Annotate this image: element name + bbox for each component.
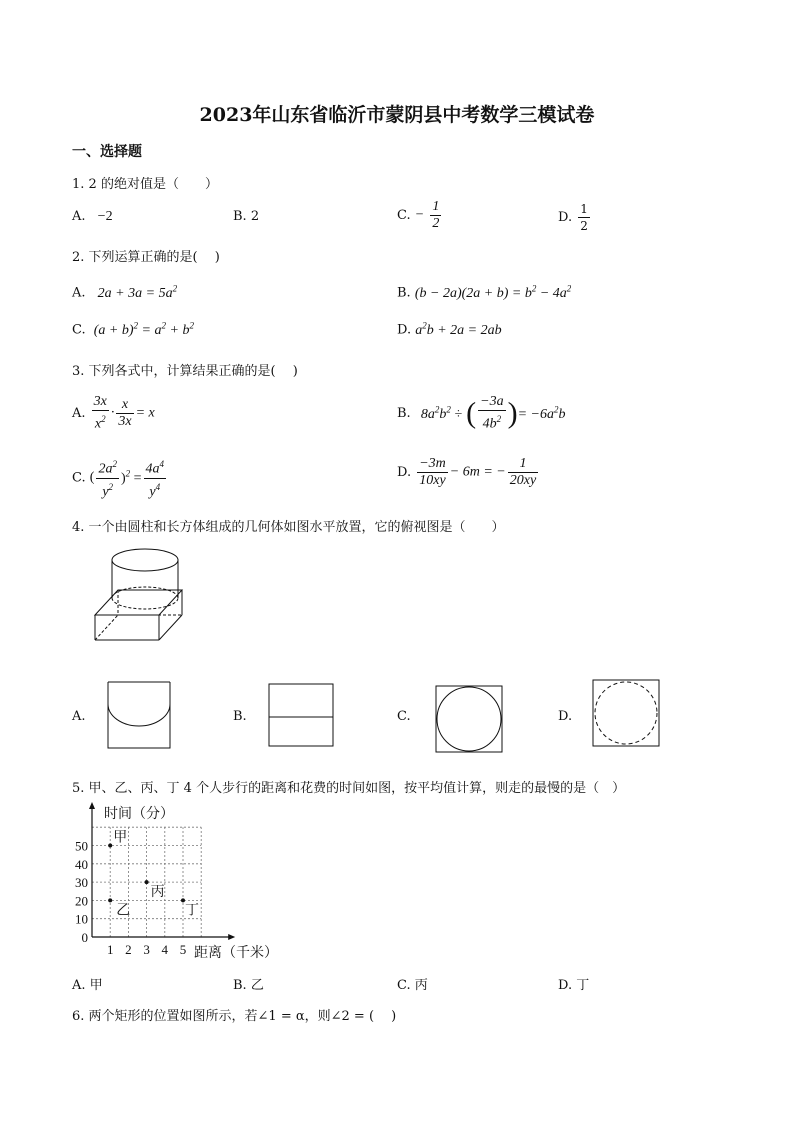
chart-points xyxy=(108,830,199,919)
math-expression: $2a + 3a = 5a^2$ xyxy=(97,283,178,301)
denominator: 2 xyxy=(432,216,440,231)
question-1-stem: 1. 2 的绝对值是（ ） xyxy=(72,177,218,192)
q1-option-d[interactable] xyxy=(558,201,592,234)
y-tick-label: 10 xyxy=(75,911,88,927)
math-fraction: $\frac{4a^4}{y^4}$ xyxy=(144,456,167,500)
data-point-label: 丁 xyxy=(185,902,199,919)
minus-sign: − xyxy=(414,207,425,223)
option-label: A. xyxy=(72,209,86,224)
q4-option-d-label[interactable]: D. xyxy=(558,709,573,724)
q3-option-d[interactable]: D. $\frac{-3m}{10xy}$ − 6m = − $\frac{1}{20xy}$ xyxy=(397,456,537,488)
q3-option-a[interactable]: A. $\frac{3x}{x^2}$ · $\frac{x}{3x}$ = x xyxy=(72,394,155,432)
math-fraction: $\frac{x}{3x}$ xyxy=(118,396,132,429)
option-label: D. xyxy=(397,465,412,480)
option-value: 2 xyxy=(250,209,260,224)
y-axis-arrow xyxy=(89,802,95,809)
question-6-stem: 6. 两个矩形的位置如图所示，若∠1 = α，则∠2 = ( ) xyxy=(72,1009,397,1024)
x-tick-label: 2 xyxy=(125,942,132,957)
question-2-stem: 2. 下列运算正确的是( ) xyxy=(72,250,220,265)
q5-option-a[interactable]: A. 甲 xyxy=(72,978,103,993)
q1-option-c[interactable] xyxy=(397,199,443,232)
q3-option-b[interactable]: B. $8a^2b^2$ ÷ ( $\frac{-3a}{4b^2}$ )= $-6a^2b$ xyxy=(397,394,566,432)
distance-time-chart xyxy=(64,800,294,970)
y-tick-label: 50 xyxy=(75,838,88,854)
q4-option-a-label[interactable]: A. xyxy=(72,709,86,724)
solid-figure xyxy=(90,545,190,645)
section-heading: 一、选择题 xyxy=(72,144,142,160)
page-title: 2023年山东省临沂市蒙阴县中考数学三模试卷 xyxy=(199,104,595,126)
q1-option-a[interactable] xyxy=(72,209,113,225)
question-4-stem: 4. 一个由圆柱和长方体组成的几何体如图水平放置，它的俯视图是（ ） xyxy=(72,520,505,535)
x-axis-arrow xyxy=(228,934,235,940)
data-point-label: 丙 xyxy=(150,884,165,901)
question-5-stem: 5. 甲、乙、丙、丁 4 个人步行的距离和花费的时间如图，按平均值计算，则走的最慢的是（ ） xyxy=(72,781,626,796)
q2-option-d[interactable] xyxy=(397,320,502,339)
option-value: −2 xyxy=(97,209,113,224)
y-tick-label: 0 xyxy=(81,930,88,945)
x-tick-label: 3 xyxy=(143,942,150,957)
y-tick-label: 40 xyxy=(75,856,88,872)
q5-option-b[interactable]: B. 乙 xyxy=(233,978,264,993)
q4-option-c-label[interactable]: C. xyxy=(397,709,411,724)
data-point-label: 甲 xyxy=(113,829,128,846)
option-label: D. xyxy=(397,322,412,338)
math-expression: $(b - 2a)(2a + b) = b^2 - 4a^2$ xyxy=(414,283,572,301)
chart-axes xyxy=(89,802,235,940)
x-tick-label: 5 xyxy=(179,942,187,957)
math-expression: $(a + b)^2 = a^2 + b^2$ xyxy=(93,320,194,338)
math-fraction: $\frac{1}{20xy}$ xyxy=(509,456,537,488)
x-axis-label: 距离（千米） xyxy=(194,945,278,961)
denominator: 2 xyxy=(580,219,588,233)
question-3-stem: 3. 下列各式中，计算结果正确的是( ) xyxy=(72,364,298,379)
data-point xyxy=(145,880,149,884)
q2-option-b[interactable] xyxy=(397,283,571,302)
q5-option-c[interactable]: C. 丙 xyxy=(397,978,428,993)
x-tick-label: 4 xyxy=(161,942,169,957)
y-tick-label: 30 xyxy=(75,875,88,891)
option-label: C. xyxy=(72,322,86,338)
q4-option-c-figure[interactable] xyxy=(436,686,504,754)
math-fraction: $\frac{2a^2}{y^2}$ xyxy=(96,456,119,500)
math-fraction: $\frac{-3a}{4b^2}$ xyxy=(480,394,504,432)
q5-option-d[interactable]: D. 丁 xyxy=(558,978,590,993)
option-label: A. xyxy=(72,285,86,301)
q4-option-d-figure[interactable] xyxy=(593,680,661,748)
numerator: 1 xyxy=(432,199,440,214)
math-expression: $a^2b + 2a = 2ab$ xyxy=(415,320,502,338)
q1-option-b[interactable] xyxy=(233,209,259,224)
math-fraction: $\frac{-3m}{10xy}$ xyxy=(419,456,446,488)
option-label: D. xyxy=(558,210,573,225)
option-label: B. xyxy=(397,405,411,421)
q4-option-a-figure[interactable] xyxy=(108,682,172,750)
q2-option-a[interactable] xyxy=(72,283,177,302)
y-axis-label: 时间（分） xyxy=(104,806,174,822)
option-label: C. xyxy=(397,208,411,223)
data-point-label: 乙 xyxy=(116,902,131,919)
q3-option-c[interactable]: C. ( $\frac{2a^2}{y^2}$ )$^2$ = $\frac{4a^4}{y^4}$ xyxy=(72,456,168,500)
q2-option-c[interactable] xyxy=(72,320,194,339)
option-label: A. xyxy=(72,405,86,421)
y-tick-label: 20 xyxy=(75,893,88,909)
numerator: 1 xyxy=(580,202,588,216)
x-tick-label: 1 xyxy=(106,942,114,957)
q4-option-b-figure[interactable] xyxy=(269,684,335,748)
option-label: B. xyxy=(233,209,247,224)
option-label: C. xyxy=(72,470,86,486)
option-label: B. xyxy=(397,285,411,301)
data-point xyxy=(108,844,112,848)
math-fraction: $\frac{3x}{x^2}$ xyxy=(93,394,107,432)
q4-option-b-label[interactable]: B. xyxy=(233,709,247,724)
data-point xyxy=(108,898,112,902)
